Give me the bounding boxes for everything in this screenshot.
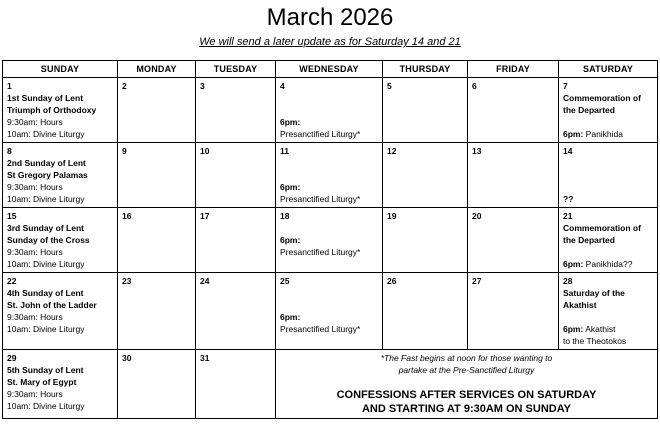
service-time-label: 6pm: — [280, 182, 301, 192]
day-number: 17 — [200, 211, 210, 221]
day-number: 10 — [200, 146, 210, 156]
day-number: 5 — [387, 81, 392, 91]
week-row-2 — [3, 143, 658, 208]
day-cell — [468, 273, 559, 350]
service-name: Panikhida?? — [583, 259, 633, 269]
confessions-note — [280, 388, 653, 416]
confessions-line-2: AND STARTING AT 9:30AM ON SUNDAY — [361, 403, 572, 415]
day-number: 22 — [7, 276, 17, 286]
day-cell — [118, 143, 196, 208]
day-cell — [559, 78, 658, 143]
day-number: 8 — [7, 146, 12, 156]
day-number: 21 — [563, 211, 573, 221]
day-header-wednesday: WEDNESDAY — [276, 61, 383, 78]
service-time: 9:30am: Hours — [7, 182, 63, 192]
calendar-table — [2, 60, 658, 419]
day-cell — [3, 208, 118, 273]
day-number: 16 — [122, 211, 132, 221]
day-header-thursday: THURSDAY — [383, 61, 468, 78]
day-header-tuesday: TUESDAY — [196, 61, 276, 78]
service-time-label: 6pm: — [280, 312, 301, 322]
service-time: 9:30am: Hours — [7, 312, 63, 322]
day-cell — [196, 208, 276, 273]
day-number: 30 — [122, 353, 132, 363]
day-cell — [383, 208, 468, 273]
header-row — [3, 61, 658, 78]
feast-title: 1st Sunday of Lent — [7, 93, 84, 103]
day-cell — [468, 208, 559, 273]
day-header-saturday: SATURDAY — [559, 61, 658, 78]
day-number: 12 — [387, 146, 397, 156]
day-number: 29 — [7, 353, 17, 363]
feast-title: Commemoration of — [563, 223, 641, 233]
service-time: 10am: Divine Liturgy — [7, 129, 85, 139]
feast-subtitle: Akathist — [563, 300, 597, 310]
day-number: 11 — [280, 146, 289, 156]
day-number: 24 — [200, 276, 210, 286]
day-header-friday: FRIDAY — [468, 61, 559, 78]
day-cell — [468, 78, 559, 143]
feast-title: 5th Sunday of Lent — [7, 365, 84, 375]
feast-subtitle: Triumph of Orthodoxy — [7, 105, 97, 115]
week-row-1 — [3, 78, 658, 143]
feast-title: 4th Sunday of Lent — [7, 288, 84, 298]
service-time: 10am: Divine Liturgy — [7, 194, 85, 204]
day-cell — [276, 208, 383, 273]
feast-subtitle: St Gregory Palamas — [7, 170, 88, 180]
day-number: 4 — [280, 81, 285, 91]
day-cell — [559, 143, 658, 208]
week-row-3 — [3, 208, 658, 273]
day-cell — [276, 273, 383, 350]
page-subtitle: We will send a later update as for Saturday 14 and 21 — [199, 36, 461, 48]
fast-note-line-2: partake at the Pre-Sanctified Liturgy — [398, 365, 535, 375]
service-time-label: 6pm: — [280, 235, 301, 245]
feast-subtitle: St. Mary of Egypt — [7, 377, 77, 387]
service-name: Panikhida — [583, 129, 624, 139]
day-cell — [118, 350, 196, 419]
day-number: 14 — [563, 146, 573, 156]
day-cell — [3, 78, 118, 143]
day-number: 3 — [200, 81, 205, 91]
day-number: 28 — [563, 276, 573, 286]
day-cell — [383, 273, 468, 350]
day-number: 19 — [387, 211, 397, 221]
day-cell — [468, 143, 559, 208]
day-cell — [3, 273, 118, 350]
day-cell — [383, 143, 468, 208]
day-number: 25 — [280, 276, 290, 286]
day-cell — [118, 208, 196, 273]
day-cell — [559, 273, 658, 350]
service-name-continued: to the Theotokos — [563, 336, 627, 346]
service-time-label: 6pm: — [280, 117, 301, 127]
service-time: 10am: Divine Liturgy — [7, 259, 85, 269]
day-number: 27 — [472, 276, 482, 286]
day-number: 20 — [472, 211, 482, 221]
feast-title: 2nd Sunday of Lent — [7, 158, 86, 168]
service-name: Akathist — [583, 324, 616, 334]
day-cell — [276, 143, 383, 208]
confessions-line-1: CONFESSIONS AFTER SERVICES ON SATURDAY — [336, 389, 597, 401]
service-time: 9:30am: Hours — [7, 389, 63, 399]
day-number: 9 — [122, 146, 127, 156]
day-cell — [276, 78, 383, 143]
day-header-monday: MONDAY — [118, 61, 196, 78]
service-name: Presanctified Liturgy* — [280, 129, 361, 139]
feast-subtitle: the Departed — [563, 235, 615, 245]
notes-cell — [276, 350, 658, 419]
service-name: Presanctified Liturgy* — [280, 194, 361, 204]
feast-title: 3rd Sunday of Lent — [7, 223, 84, 233]
feast-title: Commemoration of — [563, 93, 641, 103]
service-time-label: 6pm: — [563, 324, 584, 334]
day-number: 1 — [7, 81, 12, 91]
day-header-sunday: SUNDAY — [3, 61, 118, 78]
service-time: 10am: Divine Liturgy — [7, 324, 85, 334]
day-number: 2 — [122, 81, 127, 91]
day-cell — [196, 273, 276, 350]
feast-subtitle: the Departed — [563, 105, 615, 115]
feast-subtitle: Sunday of the Cross — [7, 235, 90, 245]
service-time-label: 6pm: — [563, 129, 584, 139]
week-row-4 — [3, 273, 658, 350]
day-number: 18 — [280, 211, 290, 221]
day-number: 15 — [7, 211, 17, 221]
fast-note-line-1: *The Fast begins at noon for those wanting to — [380, 353, 553, 363]
feast-title: Saturday of the — [563, 288, 625, 298]
day-cell — [196, 350, 276, 419]
week-row-5 — [3, 350, 658, 419]
day-cell — [118, 273, 196, 350]
day-cell — [196, 78, 276, 143]
day-number: 13 — [472, 146, 482, 156]
service-time: 9:30am: Hours — [7, 247, 63, 257]
service-time: 9:30am: Hours — [7, 117, 63, 127]
day-cell — [559, 208, 658, 273]
day-number: 6 — [472, 81, 477, 91]
service-time: 10am: Divine Liturgy — [7, 401, 85, 411]
feast-subtitle: St. John of the Ladder — [7, 300, 97, 310]
day-number: 26 — [387, 276, 397, 286]
day-cell — [383, 78, 468, 143]
day-cell — [196, 143, 276, 208]
day-number: 23 — [122, 276, 132, 286]
page-title: March 2026 — [266, 4, 394, 31]
day-number: 31 — [200, 353, 210, 363]
day-cell — [3, 350, 118, 419]
service-name: Presanctified Liturgy* — [280, 324, 361, 334]
day-cell — [118, 78, 196, 143]
service-time-label: 6pm: — [563, 259, 584, 269]
day-number: 7 — [563, 81, 568, 91]
service-name: Presanctified Liturgy* — [280, 247, 361, 257]
day-cell — [3, 143, 118, 208]
tbd-note: ?? — [563, 194, 574, 204]
